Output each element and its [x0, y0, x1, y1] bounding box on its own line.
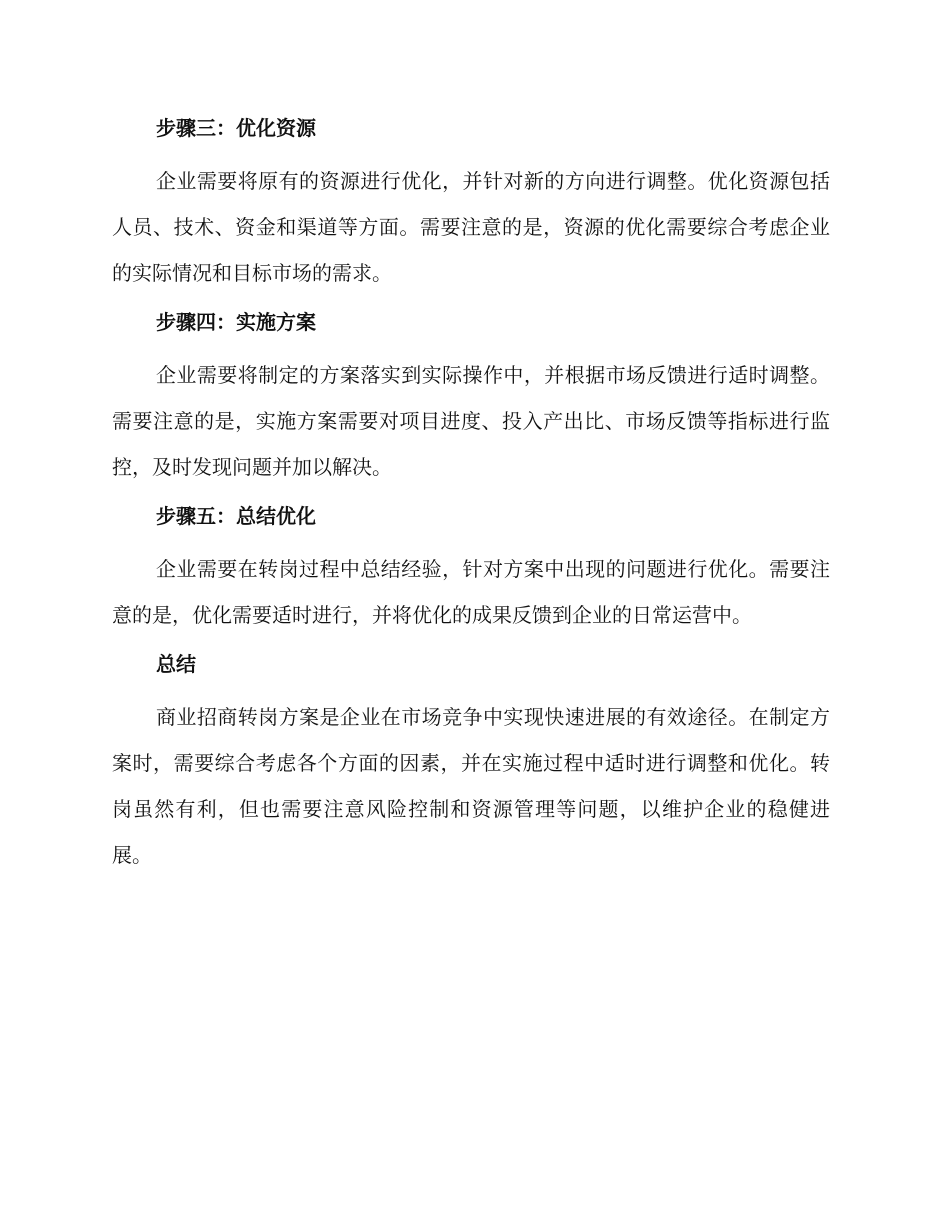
section-heading-summary: 总结: [156, 652, 196, 676]
section-heading-step-3: 步骤三：优化资源: [156, 116, 316, 140]
section-heading-step-5: 步骤五：总结优化: [156, 504, 316, 528]
section-heading-step-4: 步骤四：实施方案: [156, 310, 316, 334]
section-body-step-5: 企业需要在转岗过程中总结经验，针对方案中出现的问题进行优化。需要注意的是，优化需要适时进行，并将优化的成果反馈到企业的日常运营中。: [112, 557, 830, 627]
section-body-summary: 商业招商转岗方案是企业在市场竞争中实现快速进展的有效途径。在制定方案时，需要综合考虑各个方面的因素，并在实施过程中适时进行调整和优化。转岗虽然有利，但也需要注意风险控制和资源管理等问题，以维护企业的稳健进展。: [112, 705, 830, 867]
section-body-step-3: 企业需要将原有的资源进行优化，并针对新的方向进行调整。优化资源包括人员、技术、资金和渠道等方面。需要注意的是，资源的优化需要综合考虑企业的实际情况和目标市场的需求。: [112, 169, 830, 285]
section-body-step-4: 企业需要将制定的方案落实到实际操作中，并根据市场反馈进行适时调整。需要注意的是，实施方案需要对项目进度、投入产出比、市场反馈等指标进行监控，及时发现问题并加以解决。: [112, 363, 830, 479]
